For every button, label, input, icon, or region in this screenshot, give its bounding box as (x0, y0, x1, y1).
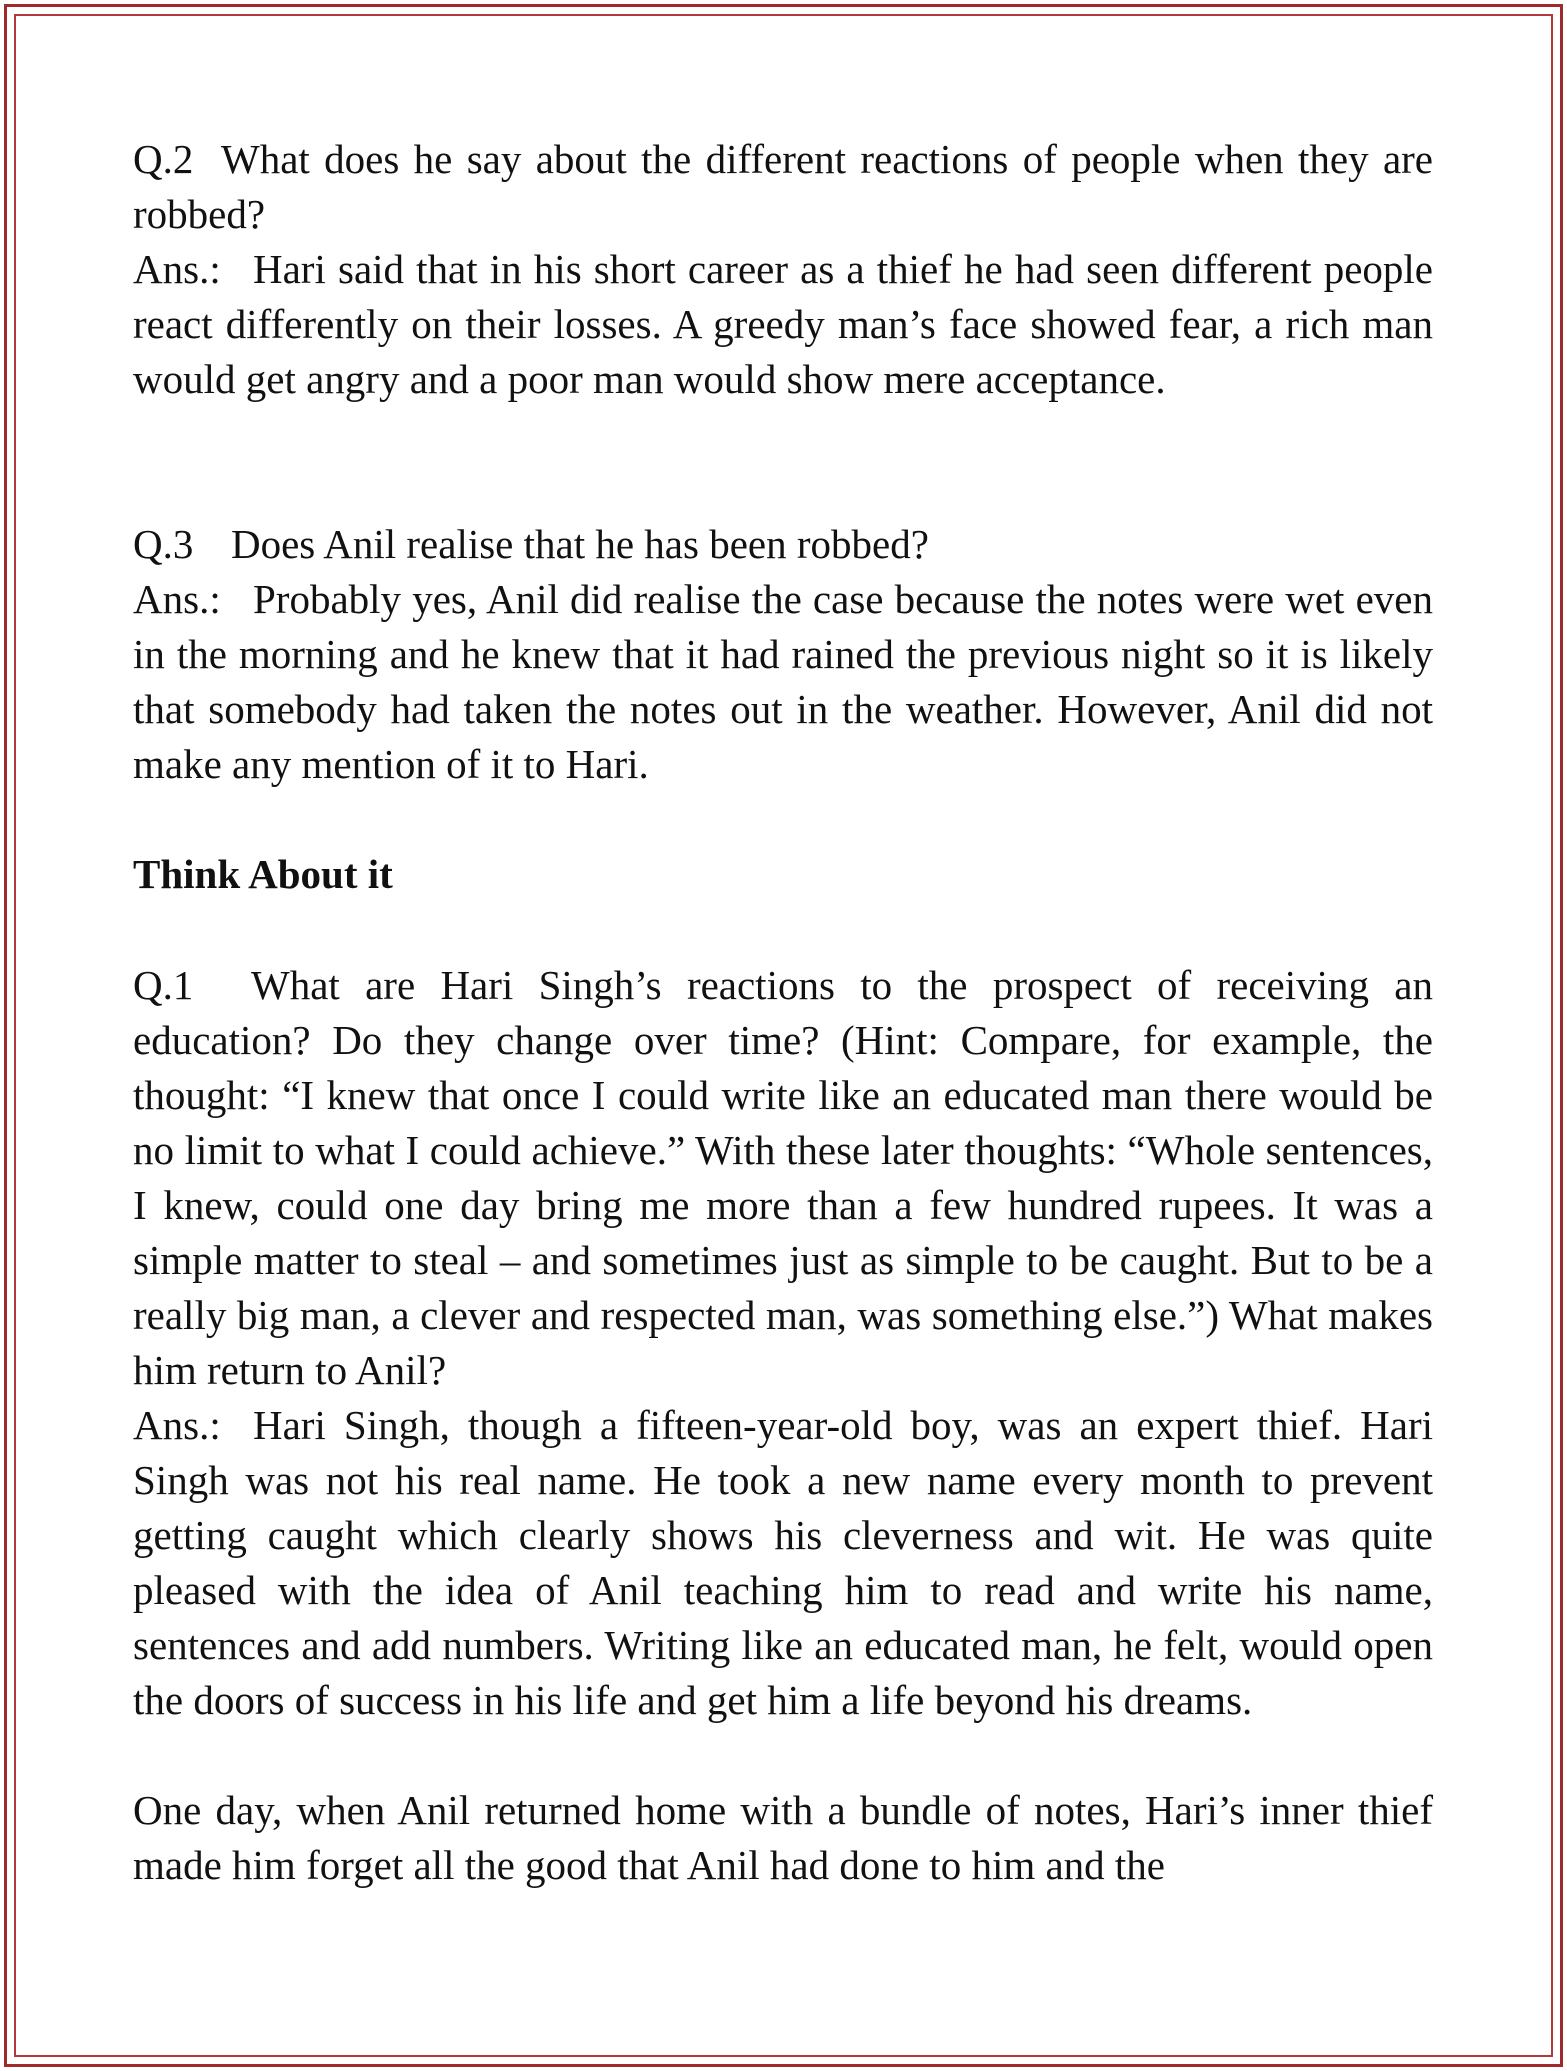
question-number: Q.1 (133, 962, 194, 1008)
answer-text: Probably yes, Anil did realise the case because the notes were wet even in the morning and he knew that it had rained the previous night so it is likely that somebody had taken the notes out in the weather. However, Anil did not make any mention of it to Hari. (133, 576, 1433, 787)
answer-label: Ans.: (133, 576, 221, 622)
answer-think-q1 (133, 1398, 1433, 1728)
answer-label: Ans.: (133, 246, 221, 292)
body-paragraph: One day, when Anil returned home with a bundle of notes, Hari’s inner thief made him forget all the good that Anil had done to him and the (133, 1787, 1433, 1888)
question-think-q1 (133, 958, 1433, 1398)
question-text: What does he say about the different reactions of people when they are robbed? (133, 136, 1433, 237)
answer-q3 (133, 572, 1433, 792)
question-number: Q.3 (133, 521, 194, 567)
answer-text: Hari Singh, though a fifteen-year-old boy, was an expert thief. Hari Singh was not his real name. He took a new name every month to prevent getting caught which clearly shows his cleverness and wit. He was quite pleased with the idea of Anil teaching him to read and write his name, sentences and add numbers. Writing like an educated man, he felt, would open the doors of success in his life and get him a life beyond his dreams. (133, 1402, 1433, 1723)
question-q3 (133, 517, 1433, 572)
question-text: Does Anil realise that he has been robbed? (231, 521, 929, 567)
question-text: What are Hari Singh’s reactions to the prospect of receiving an education? Do they change over time? (Hint: Compare, for example, the thought: “I knew that once I could write like an educated man there would be no limit to what I could achieve.” With these later thoughts: “Whole sentences, I knew, could one day bring me more than a few hundred rupees. It was a simple matter to steal – and sometimes just as simple to be caught. But to be a really big man, a clever and respected man, was something else.”) What makes him return to Anil? (133, 962, 1433, 1393)
answer-q2 (133, 242, 1433, 407)
question-number: Q.2 (133, 136, 194, 182)
question-q2 (133, 132, 1433, 242)
answer-label: Ans.: (133, 1402, 221, 1448)
answer-text: Hari said that in his short career as a thief he had seen different people react differently on their losses. A greedy man’s face showed fear, a rich man would get angry and a poor man would show mere acceptance. (133, 246, 1433, 402)
section-heading: Think About it (133, 851, 393, 897)
page-content (133, 132, 1433, 1893)
